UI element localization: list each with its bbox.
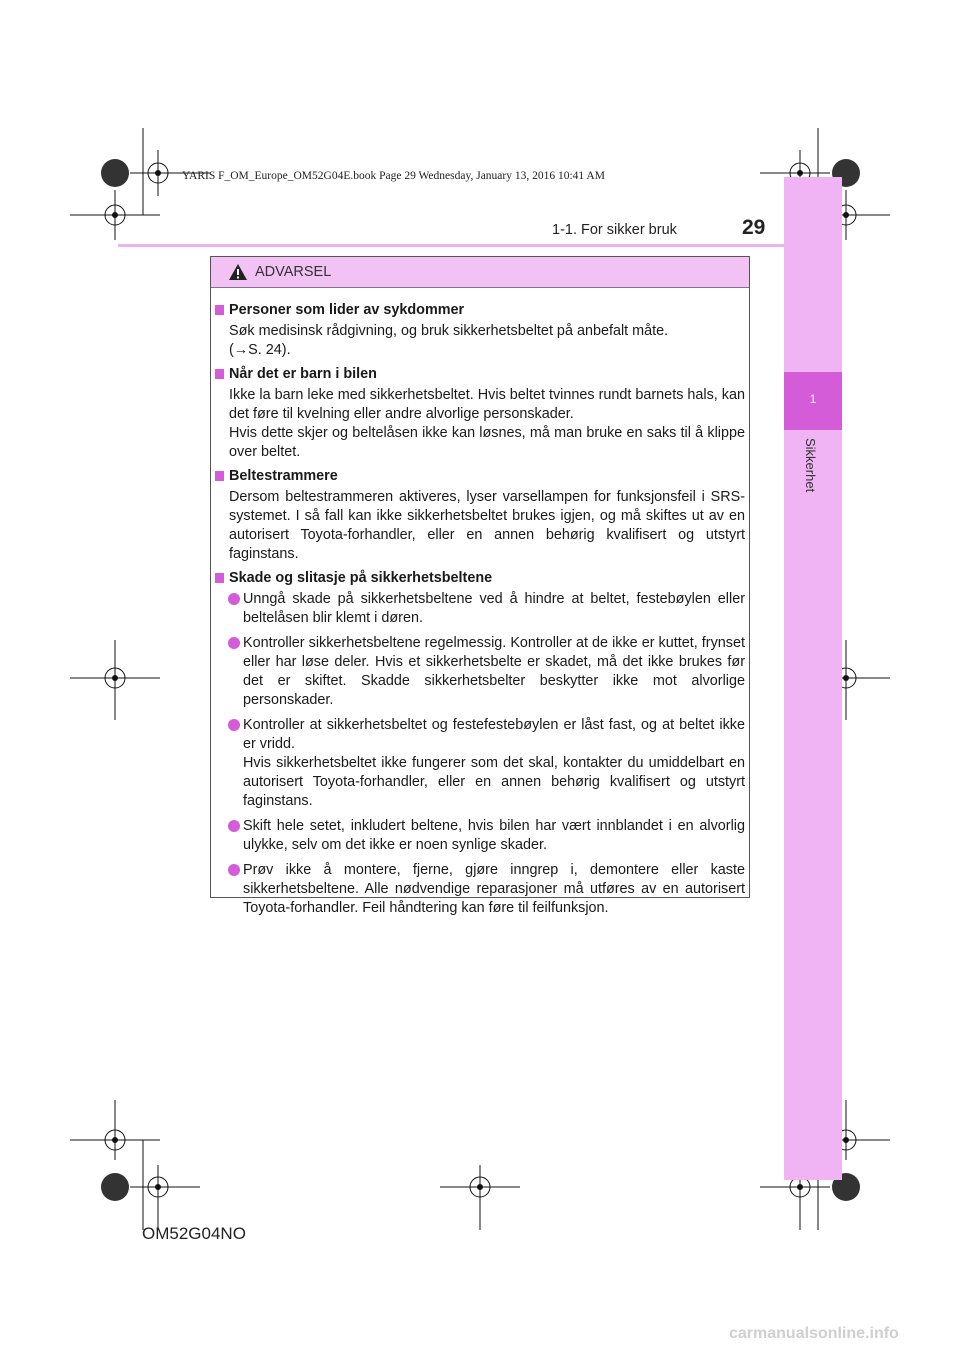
bullet-icon <box>228 820 240 832</box>
warning-triangle-icon <box>228 263 248 281</box>
section-text: Søk medisinsk rådgivning, og bruk sikkerhetsbeltet på anbefalt måte. (→S. 24). <box>229 323 669 358</box>
section-heading: Når det er barn i bilen <box>215 365 745 384</box>
list-item-text: Unngå skade på sikkerhetsbeltene ved å hindre at beltet, festebøylen eller beltelåsen blir klemt i døren. <box>243 591 745 626</box>
list-item <box>215 817 745 855</box>
header-rule <box>118 244 784 247</box>
bullet-icon <box>228 719 240 731</box>
list-item-text: Skift hele setet, inkludert beltene, hvis bilen har vært innblandet i en alvorlig ulykke, selv om det ikke er noen synlige skader. <box>243 818 745 853</box>
list-item <box>215 590 745 628</box>
list-item-text: Prøv ikke å montere, fjerne, gjøre inngrep i, demontere eller kaste sikkerhetsbeltene. Alle nødvendige reparasjoner må utføres av en autorisert Toyota-forhandler. Feil håndtering kan føre til feilfunksjon. <box>243 862 745 916</box>
watermark: carmanualsonline.info <box>729 1325 899 1342</box>
section-heading: Personer som lider av sykdommer <box>215 301 745 320</box>
section-heading: Beltestrammere <box>215 467 745 486</box>
warning-header <box>211 257 749 288</box>
warning-content <box>215 299 745 924</box>
list-item-text: Kontroller at sikkerhetsbeltet og festefestebøylen er låst fast, og at beltet ikke er vridd. Hvis sikkerhetsbeltet ikke fungerer som det skal, kontakter du umiddelbart en autorisert Toyota-forhandler, eller en annen behørig kvalifisert og utstyrt faginstans. <box>243 717 745 809</box>
book-meta: YARIS F_OM_Europe_OM52G04E.book Page 29 Wednesday, January 13, 2016 10:41 AM <box>182 170 605 182</box>
bullet-icon <box>228 864 240 876</box>
bullet-icon <box>228 593 240 605</box>
side-tab-bar <box>784 177 842 1180</box>
section-title: 1-1. For sikker bruk <box>552 222 677 238</box>
list-item-text: Kontroller sikkerhetsbeltene regelmessig. Kontroller at de ikke er kuttet, frynset eller har løse deler. Hvis et sikkerhetsbelte er skadet, må det ikke brukes før det er skiftet. Skadde sikkerhetsbelter beskytter ikke mot alvorlige personskader. <box>243 635 745 708</box>
side-tab-label: Sikkerhet <box>803 438 818 493</box>
bullet-icon <box>228 637 240 649</box>
section-text: Dersom beltestrammeren aktiveres, lyser varsellampen for funksjonsfeil i SRS-systemet. I så fall kan ikke sikkerhetsbeltet brukes igjen, og må skiftes ut av en autorisert Toyota-forhandler, eller en annen behørig kvalifisert og utstyrt faginstans. <box>229 489 745 562</box>
section-text: Ikke la barn leke med sikkerhetsbeltet. Hvis beltet tvinnes rundt barnets hals, kan det føre til kvelning eller andre alvorlige personskader. Hvis dette skjer og beltelåsen ikke kan løsnes, må man bruke en saks til å klippe over beltet. <box>229 387 745 460</box>
section-heading: Skade og slitasje på sikkerhetsbeltene <box>215 569 745 588</box>
list-item <box>215 861 745 918</box>
page-number: 29 <box>742 216 766 239</box>
warning-title: ADVARSEL <box>255 264 332 280</box>
list-item <box>215 634 745 710</box>
side-tab-number: 1 <box>809 392 817 406</box>
list-item <box>215 716 745 811</box>
warning-box <box>210 256 750 916</box>
manual-code: OM52G04NO <box>142 1224 246 1243</box>
